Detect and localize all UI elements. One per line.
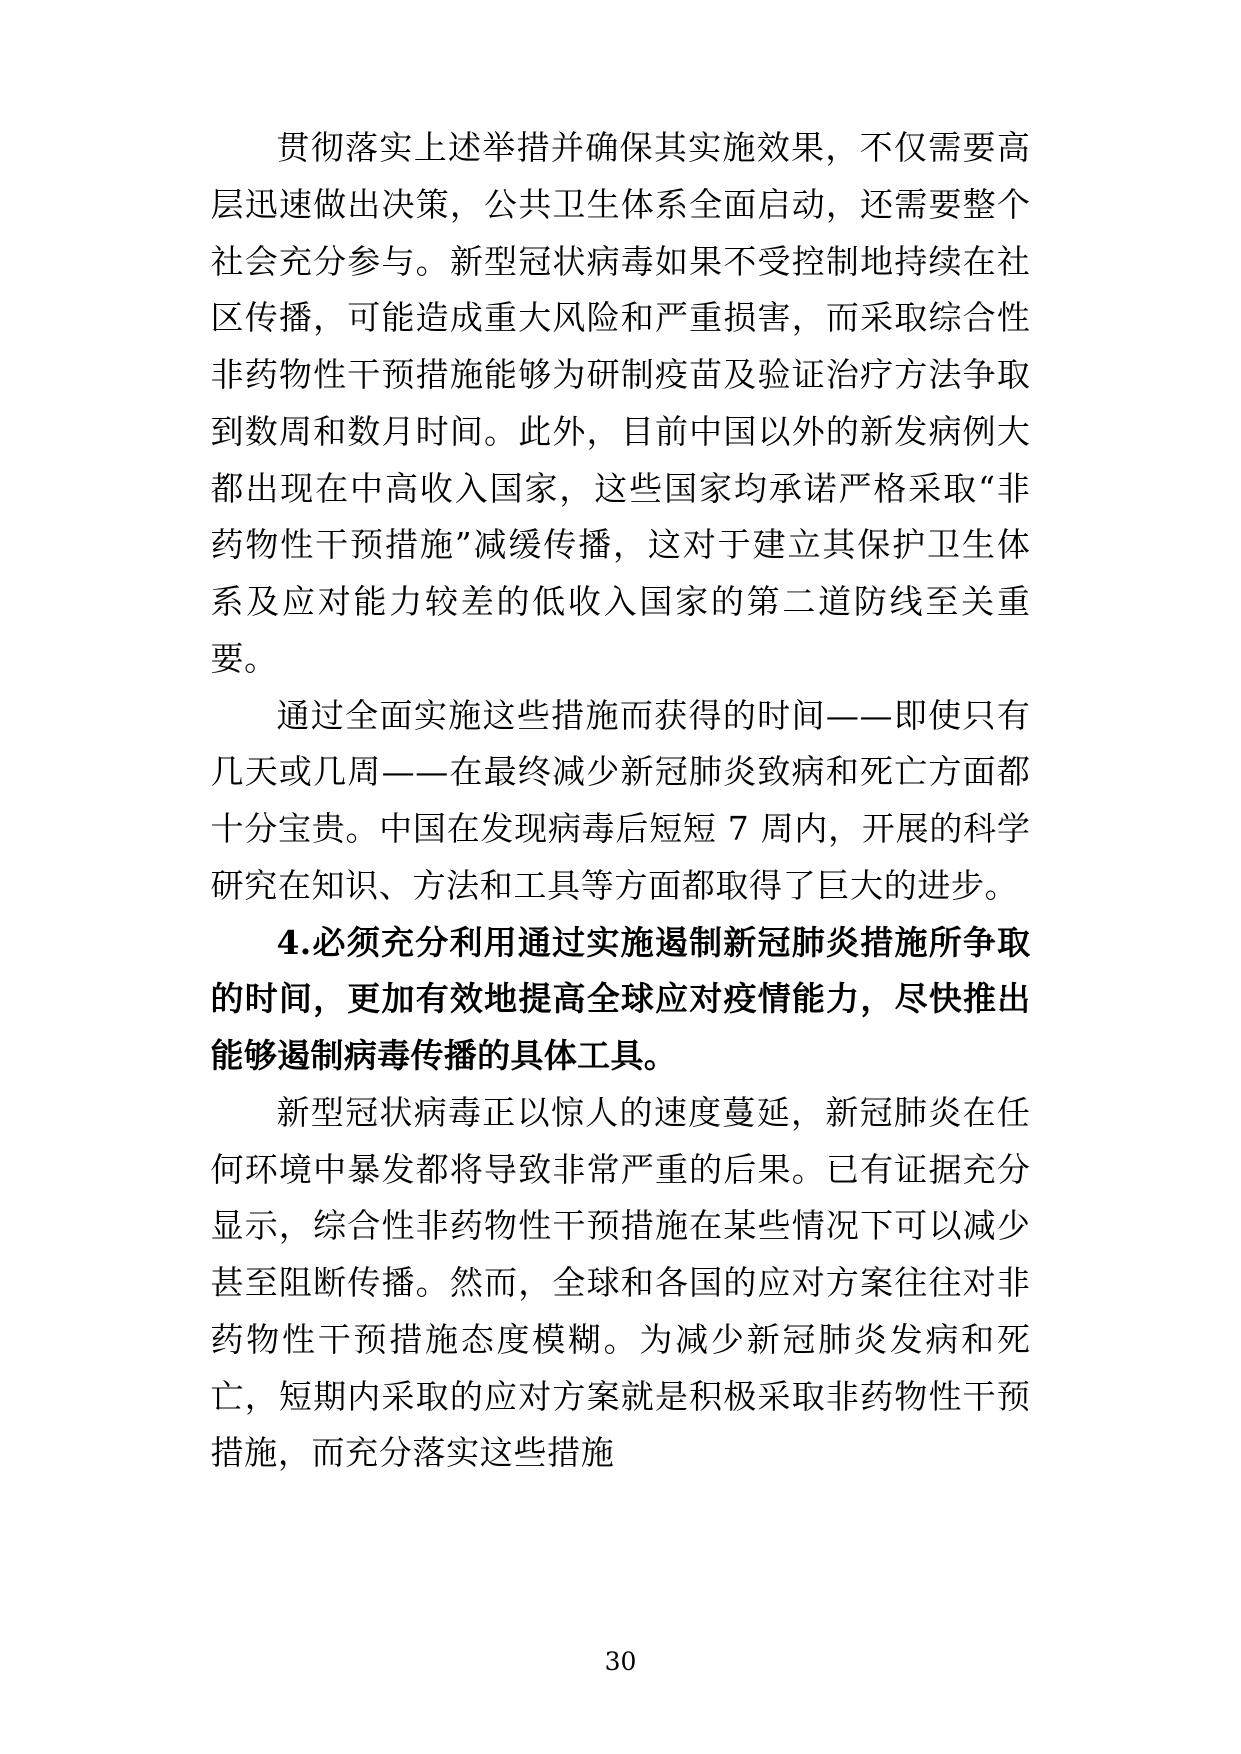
section-heading-4: 4.必须充分利用通过实施遏制新冠肺炎措施所争取的时间，更加有效地提高全球应对疫情能力，尽快推出能够遏制病毒传播的具体工具。 — [210, 922, 1031, 1075]
paragraph-4: 新型冠状病毒正以惊人的速度蔓延，新冠肺炎在任何环境中暴发都将导致非常严重的后果。已有证据充分显示，综合性非药物性干预措施在某些情况下可以减少甚至阻断传播。然而，全球和各国的应对方案往往对非药物性干预措施态度模糊。为减少新冠肺炎发病和死亡，短期内采取的应对方案就是积极采取非药物性干预措施，而充分落实这些措施 — [210, 1092, 1031, 1473]
page-number: 30 — [604, 1647, 637, 1676]
page-body — [211, 120, 1031, 1482]
paragraph-1: 贯彻落实上述举措并确保其实施效果，不仅需要高层迅速做出决策，公共卫生体系全面启动，还需要整个社会充分参与。新型冠状病毒如果不受控制地持续在社区传播，可能造成重大风险和严重损害，而采取综合性非药物性干预措施能够为研制疫苗及验证治疗方法争取到数周和数月时间。此外，目前中国以外的新发病例大都出现在中高收入国家，这些国家均承诺严格采取“非药物性干预措施”减缓传播，这对于建立其保护卫生体系及应对能力较差的低收入国家的第二道防线至关重要。 — [210, 128, 1031, 678]
paragraph-2: 通过全面实施这些措施而获得的时间——即使只有几天或几周——在最终减少新冠肺炎致病和死亡方面都十分宝贵。中国在发现病毒后短短 7 周内，开展的科学研究在知识、方法和工具等方面都取得了巨大的进步。 — [210, 695, 1031, 905]
